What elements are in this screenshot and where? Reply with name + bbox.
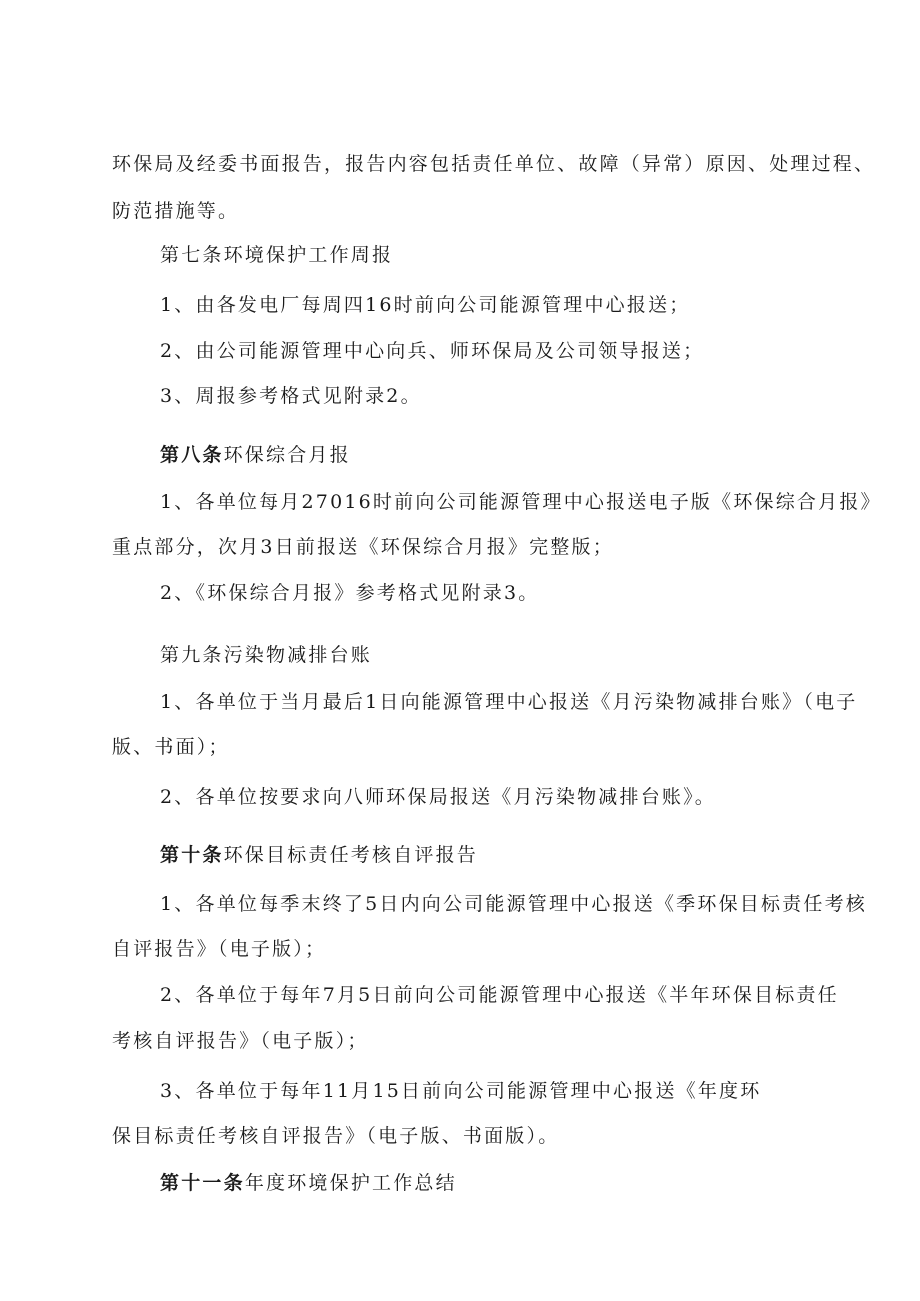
paragraph-line: 环保局及经委书面报告，报告内容包括责任单位、故障（异常）原因、处理过程、 — [112, 153, 876, 175]
article-10-heading — [160, 843, 478, 867]
article-9-item-1-cont: 版、书面）； — [112, 736, 230, 758]
article-10-item-3: 3、各单位于每年11月15日前向公司能源管理中心报送《年度环 — [160, 1080, 762, 1102]
paragraph-line: 防范措施等。 — [112, 200, 240, 222]
article-7-item-2: 2、由公司能源管理中心向兵、师环保局及公司领导报送； — [160, 340, 705, 362]
article-9-item-1: 1、各单位于当月最后1日向能源管理中心报送《月污染物减排台账》（电子 — [160, 691, 858, 713]
article-number: 第十一条 — [160, 1172, 245, 1194]
article-8-item-1: 1、各单位每月27016时前向公司能源管理中心报送电子版《环保综合月报》 — [160, 491, 882, 513]
article-10-item-1-cont: 自评报告》（电子版）； — [112, 938, 327, 960]
article-10-item-2: 2、各单位于每年7月5日前向公司能源管理中心报送《半年环保目标责任 — [160, 984, 839, 1006]
article-9-heading: 第九条污染物减排台账 — [160, 644, 373, 666]
article-10-item-2-cont: 考核自评报告》（电子版）； — [112, 1030, 369, 1052]
article-11-heading — [160, 1171, 457, 1195]
article-8-item-1-cont: 重点部分，次月3日前报送《环保综合月报》完整版； — [112, 536, 614, 558]
article-10-item-1: 1、各单位每季末终了5日内向公司能源管理中心报送《季环保目标责任考核 — [160, 893, 867, 915]
article-title: 环保综合月报 — [223, 444, 351, 466]
article-8-heading — [160, 443, 351, 467]
article-7-heading: 第七条环境保护工作周报 — [160, 244, 394, 266]
article-10-item-3-cont: 保目标责任考核自评报告》（电子版、书面版）。 — [112, 1125, 560, 1147]
article-9-item-2: 2、各单位按要求向八师环保局报送《月污染物减排台账》。 — [160, 786, 716, 808]
article-7-item-1: 1、由各发电厂每周四16时前向公司能源管理中心报送； — [160, 294, 691, 316]
article-7-item-3: 3、周报参考格式见附录2。 — [160, 385, 422, 407]
article-8-item-2: 2、《环保综合月报》参考格式见附录3。 — [160, 582, 540, 604]
article-number: 第十条 — [160, 844, 224, 866]
article-title: 年度环境保护工作总结 — [244, 1172, 457, 1194]
article-title: 环保目标责任考核自评报告 — [223, 844, 479, 866]
article-number: 第八条 — [160, 444, 224, 466]
